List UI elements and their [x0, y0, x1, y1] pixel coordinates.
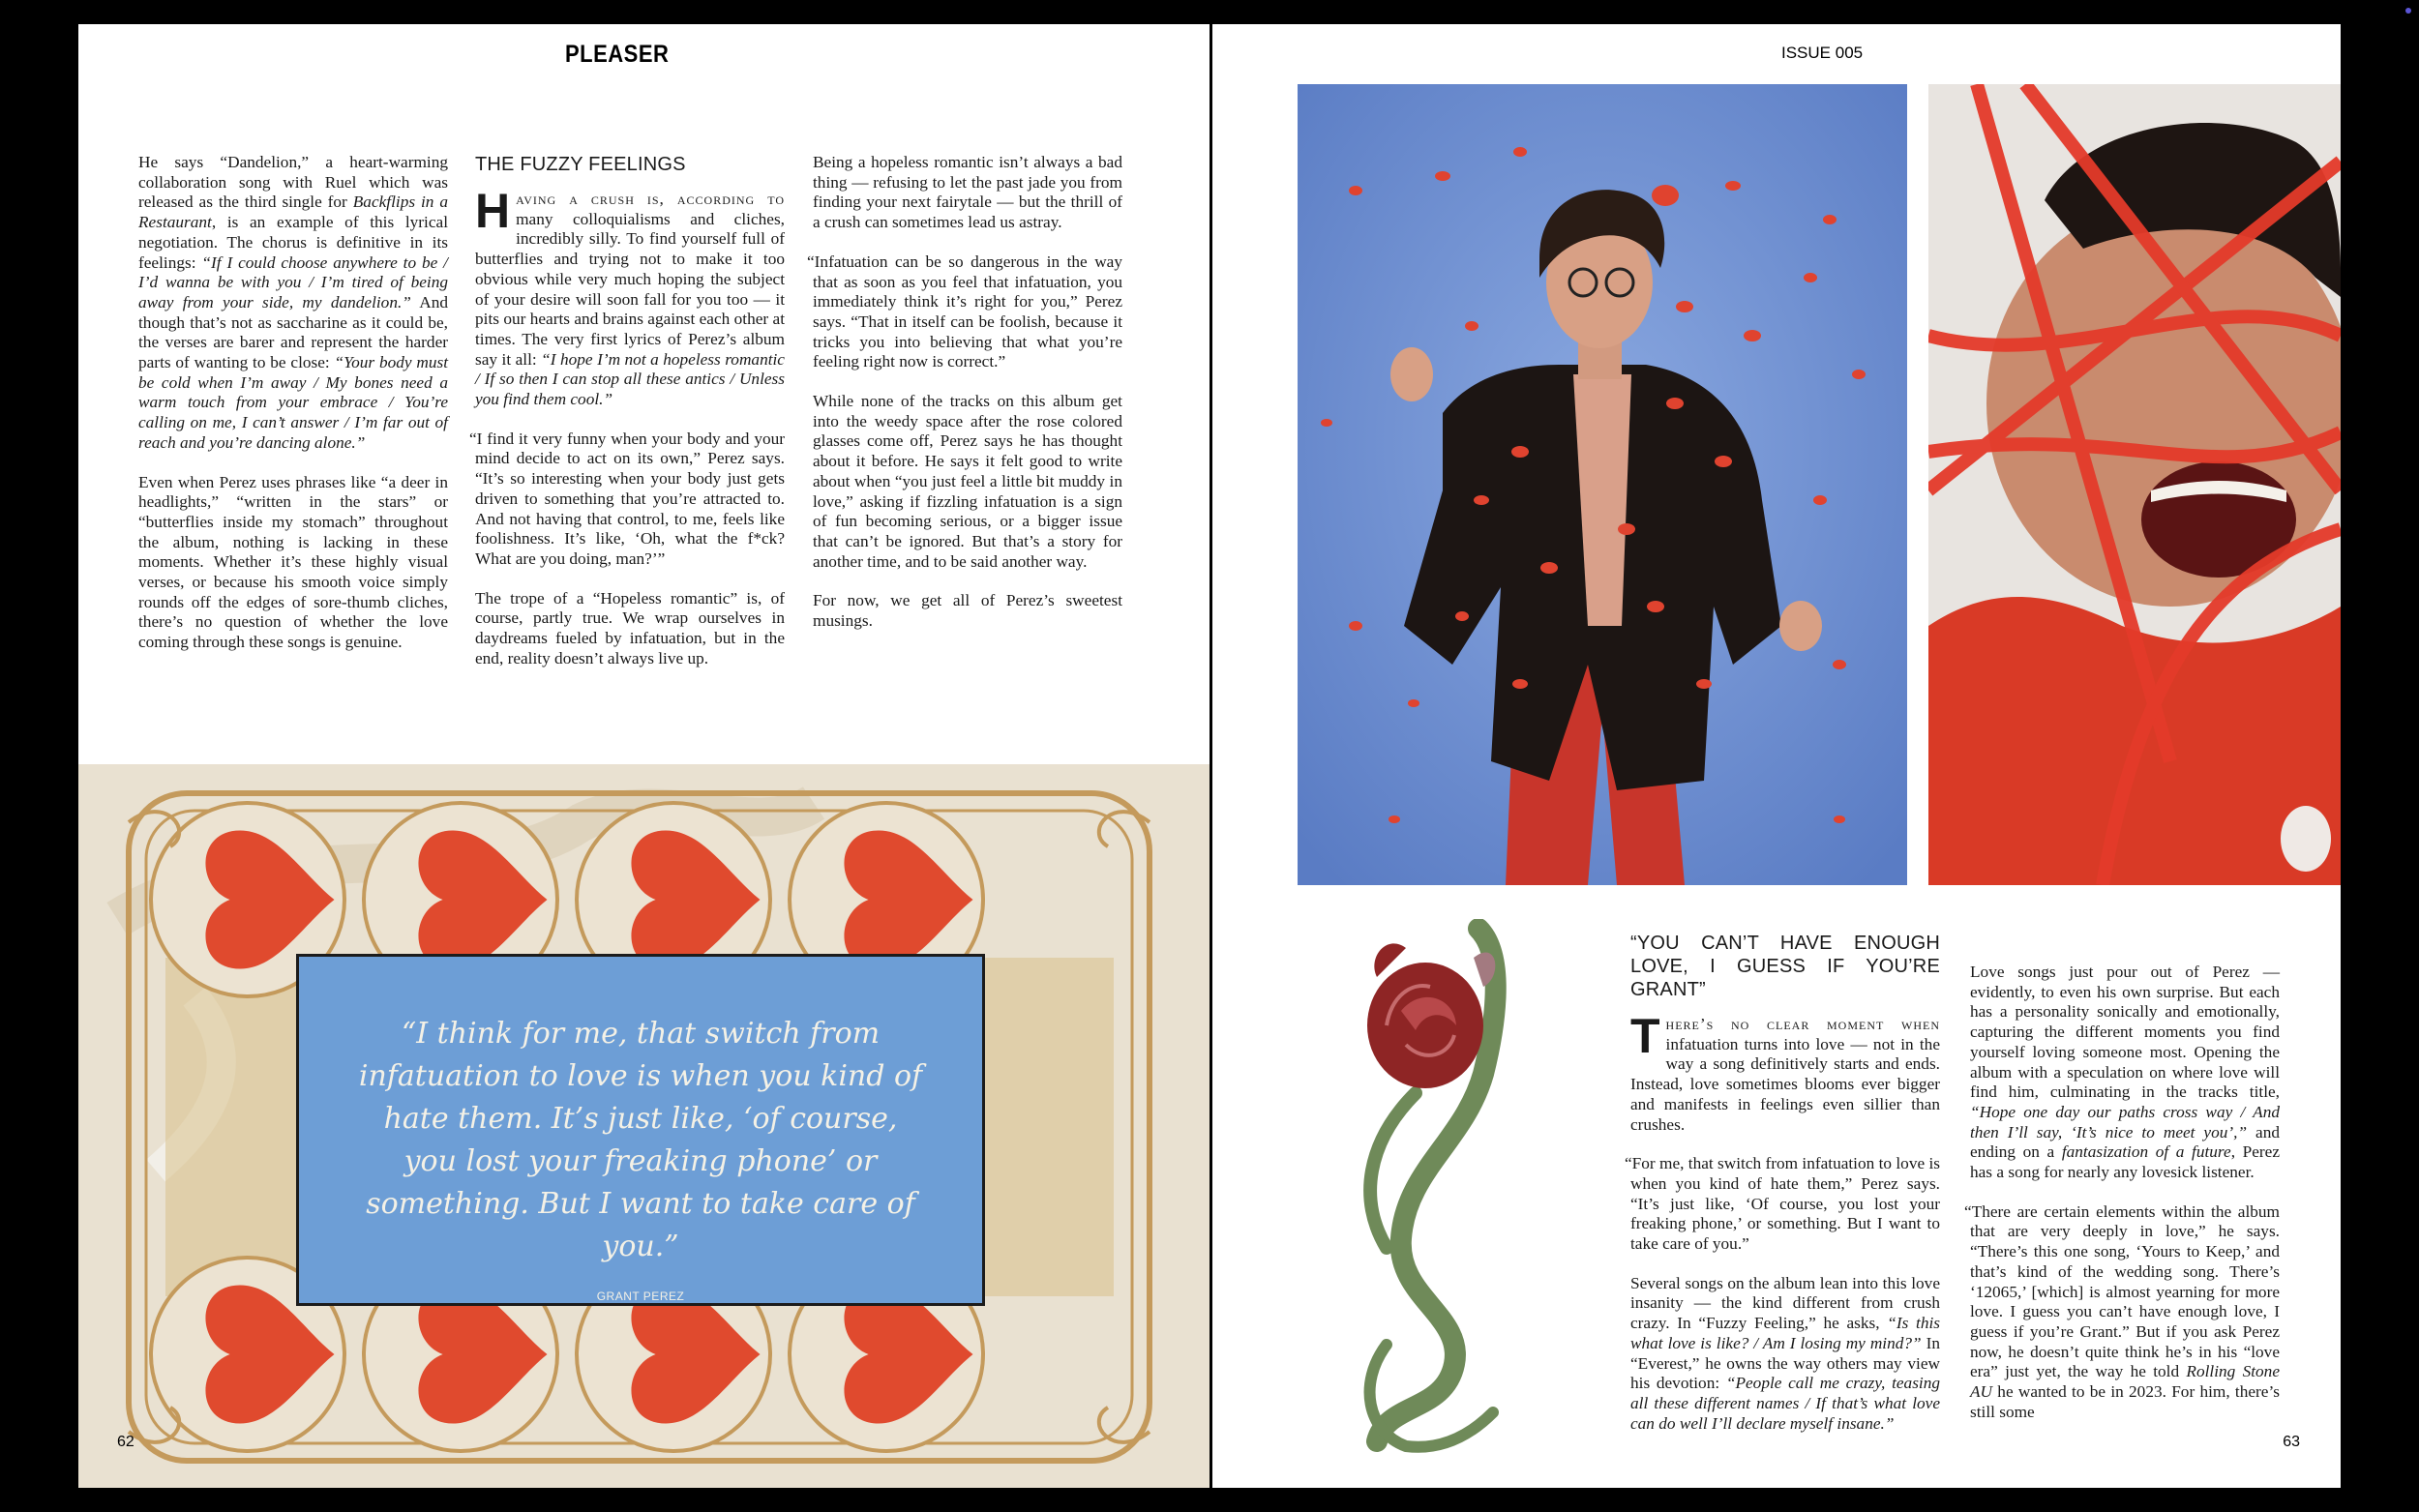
right-column-1 — [1625, 932, 1940, 1453]
paragraph: The trope of a “Hopeless romantic” is, of course, partly true. We wrap ourselves in daydreams fueled by infatuation, but in the end, reality doesn’t always live up. — [475, 588, 785, 667]
corner-dot — [2405, 8, 2411, 14]
page-number: 63 — [2283, 1434, 2300, 1450]
paragraph: Even when Perez uses phrases like “a deer in headlights,” “written in the stars” or “butterflies inside my stomach” throughout the album, nothing is lacking in these moments. Whether it’s these highly visual verses, or because his smooth voice simply rounds off the edges of sore-thumb cliches, there’s no question of whether the love coming through these songs is genuine. — [138, 472, 448, 652]
pull-quote-attribution: GRANT PEREZ — [596, 1290, 685, 1303]
paragraph: For now, we get all of Perez’s sweetest musings. — [813, 591, 1122, 631]
pull-quote-text: “I think for me, that switch from infatuation to love is when you kind of hate them. It’s just like, ‘of course, you lost your freaking phone’ or something. But I want to take care of you.” — [358, 1017, 923, 1263]
page-number: 62 — [117, 1434, 134, 1450]
pull-quote — [296, 954, 985, 1306]
right-column-2 — [1964, 963, 2280, 1441]
drop-cap: H — [475, 184, 511, 238]
portrait-photo-petals — [1298, 84, 1907, 885]
paragraph: “There are certain elements within the album that are very deeply in love,” he says. “There’s this one song, ‘Yours to Keep,’ and that’s kind of the wedding song. There’s ‘12065,’ [which] is almost yearning for more love. I guess you can’t have enough love, I guess if you’re Grant.” But if you ask Perez now, he doesn’t quite think he’s in his “love era” just yet, the way he told Rolling Stone AU he wanted to be in 2023. For him, there’s still some — [1964, 1201, 2280, 1421]
paragraph: Love songs just pour out of Perez — evidently, to even his own surprise. But each has a personality sonically and emotionally, capturing the different moments you find yourself loving someone most. Opening the album with a speculation on where love will find him, culminating in the tracks title, “Hope one day our paths cross way / And then I’ll say, ‘It’s nice to meet you’,” and ending on a fantasization of a future, Perez has a song for nearly any lovesick listener. — [1970, 963, 2280, 1182]
drop-cap: T — [1630, 1009, 1660, 1063]
portrait-photo-ribbons — [1928, 84, 2341, 885]
paragraph: Being a hopeless romantic isn’t always a bad thing — refusing to let the past jade you from finding your next fairytale — but the thrill of a crush can sometimes lead us astray. — [813, 153, 1122, 232]
left-column-1 — [138, 153, 448, 672]
rose-illustration — [1348, 919, 1512, 1461]
magazine-title: PLEASER — [565, 40, 670, 68]
right-page — [1212, 24, 2341, 1488]
left-column-2 — [469, 153, 785, 688]
paragraph: Several songs on the album lean into this love insanity — the kind different from crush crazy. In “Fuzzy Feeling,” he asks, “Is this what love is like? / Am I losing my mind?” In “Everest,” he owns the way others may view his devotion: “People call me crazy, teasing all these different names / If that’s what love can do well I’ll declare myself insane.” — [1630, 1273, 1940, 1433]
paragraph: “For me, that switch from infatuation to love is when you kind of hate them,” Perez says. “It’s just like, ‘Of course, you lost your freaking phone,’ or something. But I want to take care of you.” — [1625, 1154, 1940, 1254]
issue-label: ISSUE 005 — [1781, 44, 1864, 62]
left-column-3 — [807, 153, 1122, 651]
paragraph: “I find it very funny when your body and your mind decide to act on its own,” Perez says. “It’s so interesting when your body just gets driven to something that you’re attracted to. And not having that control, to me, feels like foolishness. It’s like, ‘Oh, what the f*ck? What are you doing, man?’” — [469, 429, 785, 568]
section-heading: “YOU CAN’T HAVE ENOUGH LOVE, I GUESS IF YOU’RE GRANT” — [1630, 933, 1940, 1000]
paragraph: While none of the tracks on this album get into the weedy space after the rose colored glasses come off, Perez says he has thought about it before. He says it felt good to write about when “you just feel a little bit muddy in love,” asking if fizzling infatuation is a sign of fun becoming serious, or a bigger issue that can’t be ignored. But that’s a story for another time, and to be said another way. — [813, 392, 1122, 571]
paragraph: He says “Dandelion,” a heart-warming collaboration song with Ruel which was released as the third single for Backflips in a Restaurant, is an example of this lyrical negotiation. The chorus is definitive in its feelings: “If I could choose anywhere to be / I’d wanna be with you / I’m tired of being away from your side, my dandelion.” And though that’s not as saccharine as it could be, the verses are barer and represent the harder parts of wanting to be close: “Your body must be cold when I’m away / My bones need a warm touch from your embrace / You’re calling on me, I can’t answer / I’m far out of reach and you’re dancing alone.” — [138, 153, 448, 452]
paragraph: There’s no clear moment when infatuation turns into love — not in the way a song definitively starts and ends. Instead, love sometimes blooms ever bigger and manifests in feelings even sillier than crushes. — [1630, 1009, 1940, 1134]
paragraph: Having a crush is, according to many colloquialisms and cliches, incredibly silly. To find yourself full of butterflies and trying not to make it too obvious while very much hoping the subject of your desire will soon fall for you too — it pits our hearts and brains against each other at times. The very first lyrics of Perez’s album say it all: “I hope I’m not a hopeless romantic / If so then I can stop all these antics / Unless you find them cool.” — [475, 184, 785, 409]
hearts-artwork — [78, 764, 1210, 1488]
left-page — [78, 24, 1210, 1488]
paragraph: “Infatuation can be so dangerous in the way that as soon as you feel that infatuation, you immediately think it’s right for you,” Perez says. “That in itself can be foolish, because it tricks you into believing that what you’re feeling right now is correct.” — [807, 252, 1122, 371]
section-heading: THE FUZZY FEELINGS — [475, 154, 686, 175]
